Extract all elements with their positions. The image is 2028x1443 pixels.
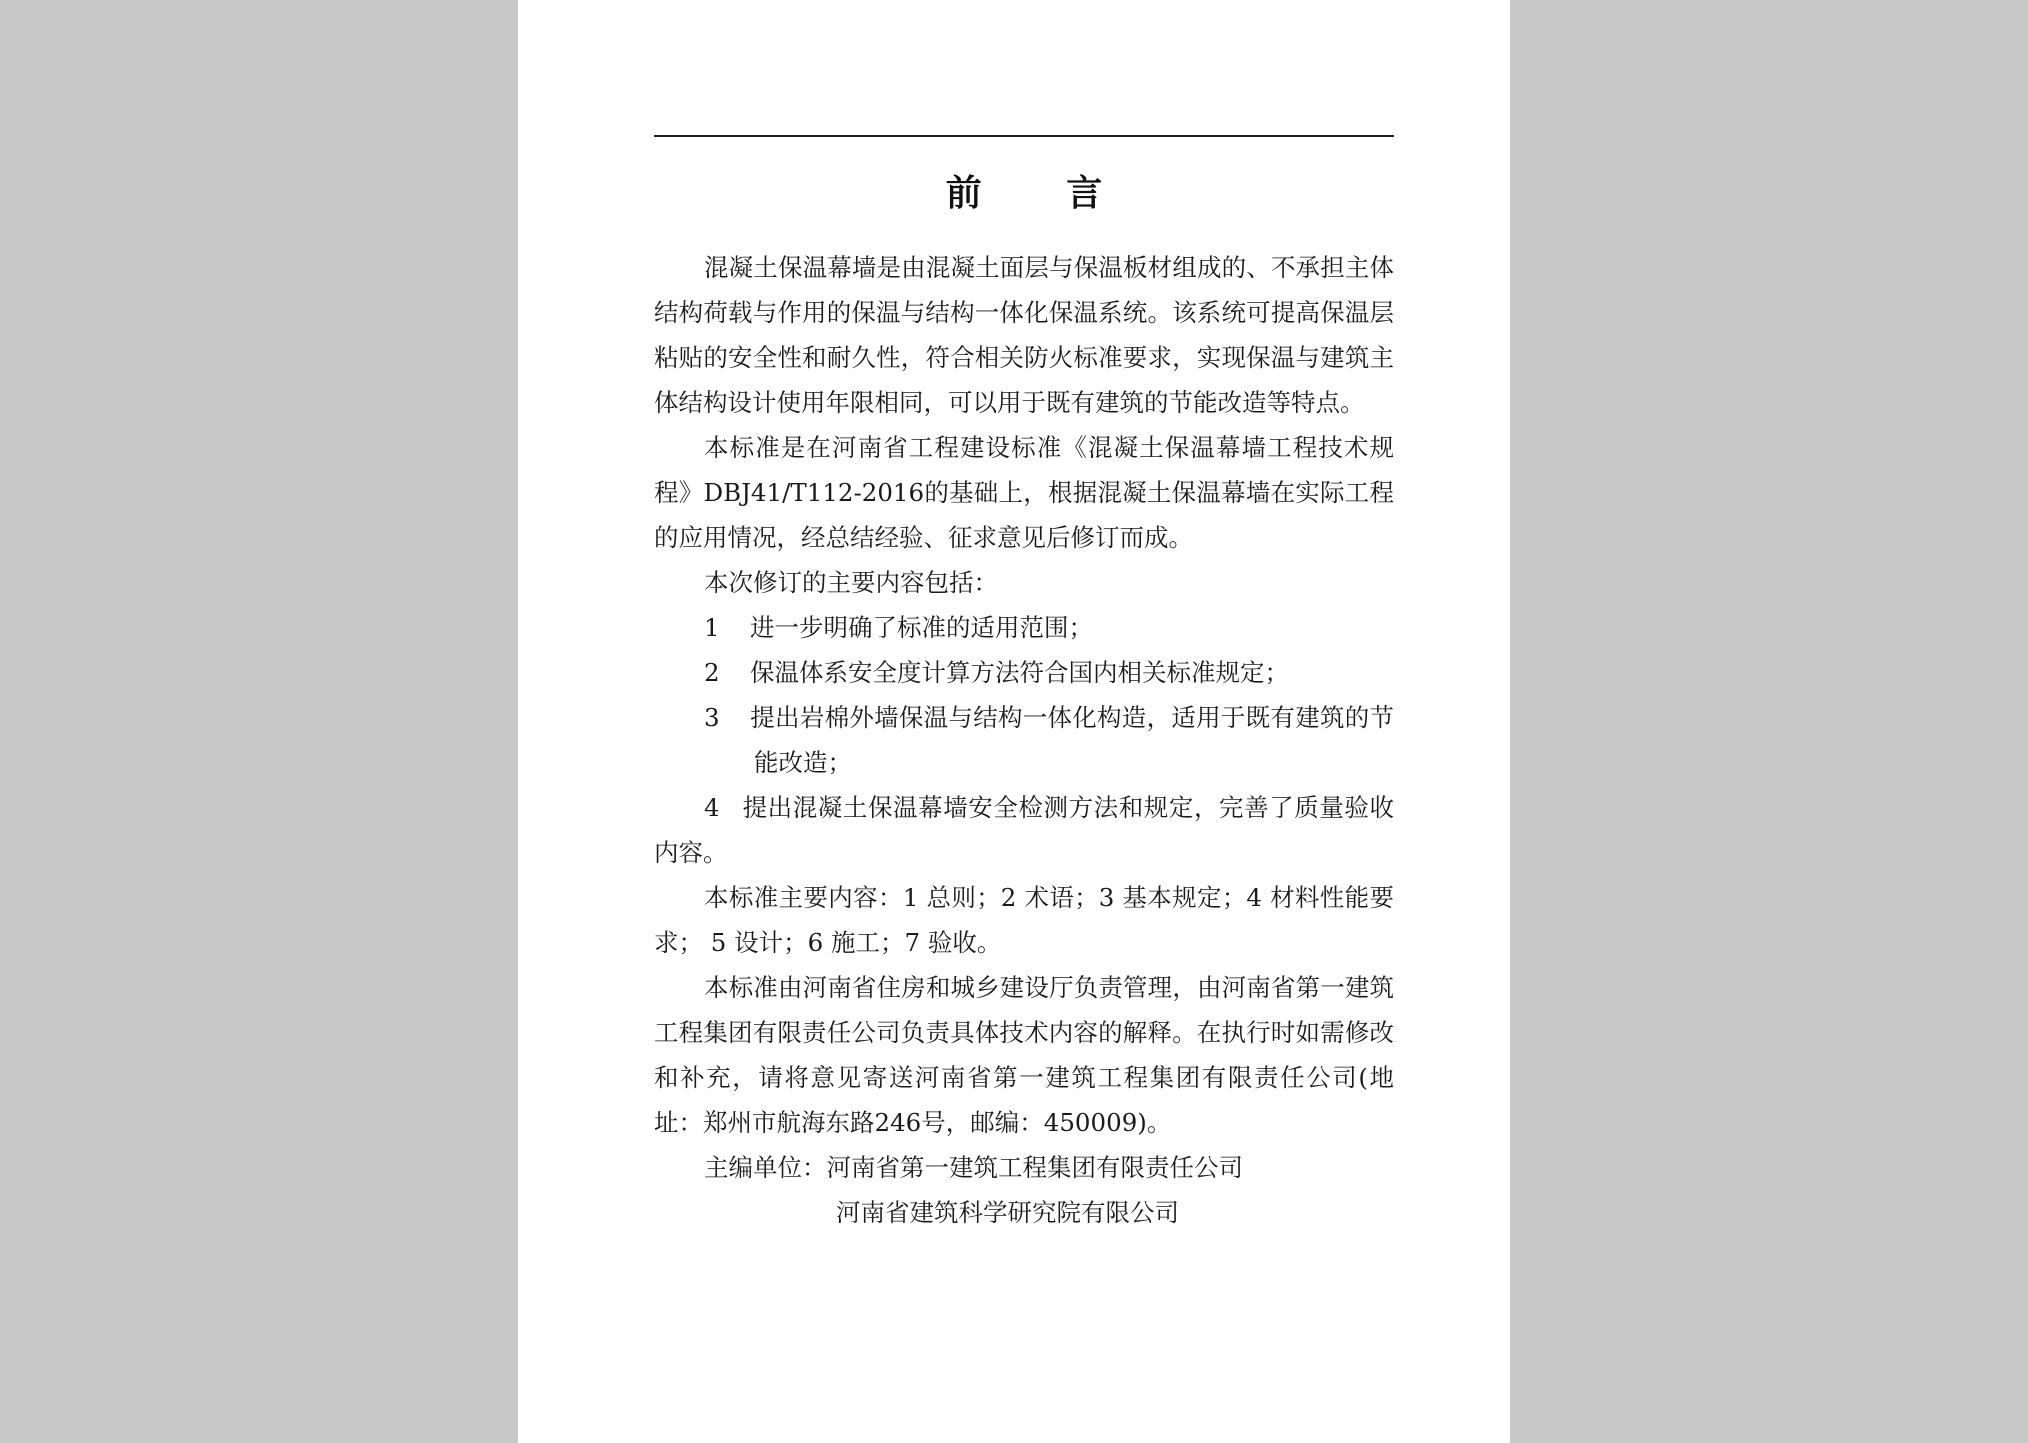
paragraph-main-content: 本标准主要内容：1 总则；2 术语；3 基本规定；4 材料性能要求； 5 设计；6 施工；7 验收。 xyxy=(654,883,1394,957)
revision-item xyxy=(654,650,1394,695)
revision-number: 2 xyxy=(704,658,720,687)
revision-number: 1 xyxy=(704,613,720,642)
chief-editor-1: 河南省第一建筑工程集团有限责任公司 xyxy=(826,1153,1243,1182)
revision-text: 提出岩棉外墙保温与结构一体化构造，适用于既有建筑的节能改造； xyxy=(750,703,1394,777)
revision-number: 3 xyxy=(704,703,720,732)
chief-editor-line xyxy=(654,1145,1394,1190)
revision-item xyxy=(654,605,1394,650)
revision-text: 保温体系安全度计算方法符合国内相关标准规定； xyxy=(750,658,1289,687)
paragraph-revision-lead: 本次修订的主要内容包括： xyxy=(704,568,998,597)
revision-item xyxy=(654,785,1394,875)
paragraph-management: 本标准由河南省住房和城乡建设厅负责管理，由河南省第一建筑工程集团有限责任公司负责具体技术内容的解释。在执行时如需修改和补充，请将意见寄送河南省第一建筑工程集团有限责任公司(地址：郑州市航海东路246号，邮编：450009)。 xyxy=(654,973,1394,1137)
chief-editor-2: 河南省建筑科学研究院有限公司 xyxy=(836,1198,1179,1227)
revision-item xyxy=(654,695,1394,785)
paragraph-intro: 混凝土保温幕墙是由混凝土面层与保温板材组成的、不承担主体结构荷载与作用的保温与结构一体化保温系统。该系统可提高保温层粘贴的安全性和耐久性，符合相关防火标准要求，实现保温与建筑主体结构设计使用年限相同，可以用于既有建筑的节能改造等特点。 xyxy=(654,253,1394,417)
revision-text: 提出混凝土保温幕墙安全检测方法和规定，完善了质量验收内容。 xyxy=(654,793,1394,867)
document-page xyxy=(518,0,1510,1443)
revision-text: 进一步明确了标准的适用范围； xyxy=(750,613,1093,642)
header-rule xyxy=(654,135,1394,137)
chief-editor-label: 主编单位： xyxy=(704,1153,827,1182)
revision-number: 4 xyxy=(704,793,720,822)
paragraph-basis: 本标准是在河南省工程建设标准《混凝土保温幕墙工程技术规程》DBJ41/T112-2016的基础上，根据混凝土保温幕墙在实际工程的应用情况，经总结经验、征求意见后修订而成。 xyxy=(654,433,1394,552)
document-body xyxy=(654,245,1394,1235)
page-title: 前 言 xyxy=(945,172,1139,214)
